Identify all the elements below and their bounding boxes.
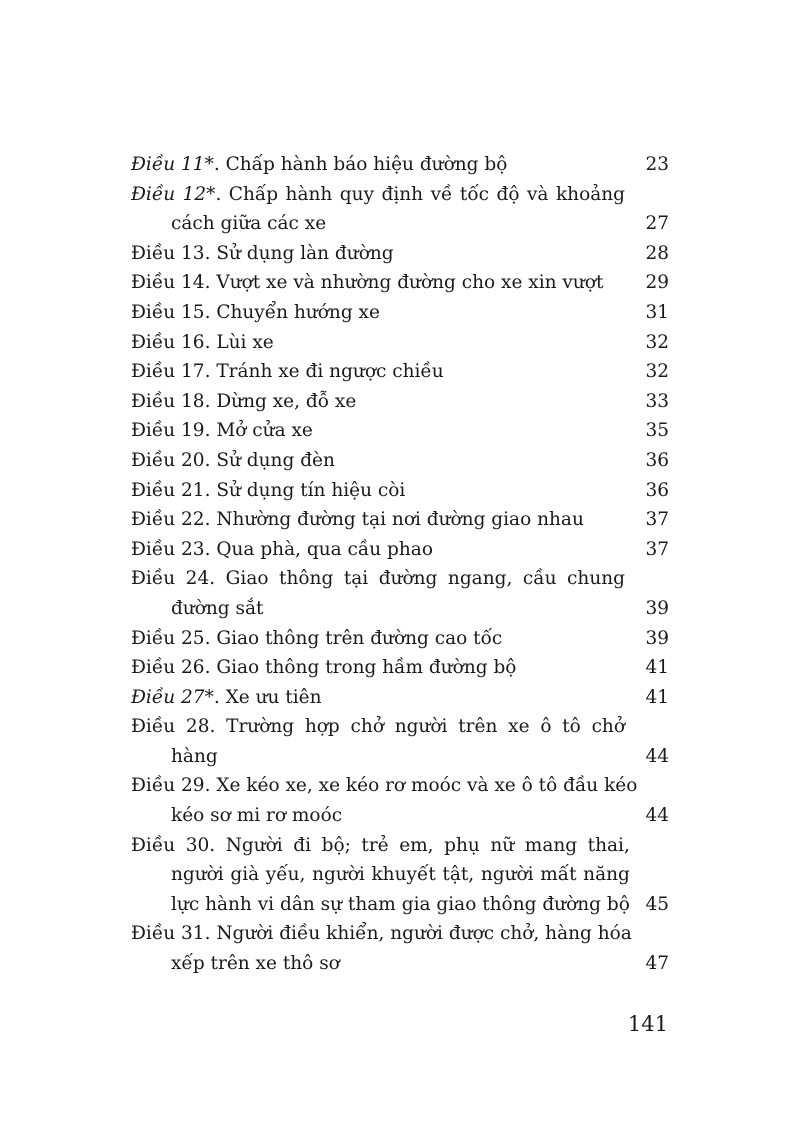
- toc-entry-line: [131, 180, 625, 210]
- toc-entry-text: Điều 24. Giao thông tại đường ngang, cầu chung: [131, 568, 625, 590]
- toc-entry-line: [131, 476, 625, 506]
- toc-entry-page: 32: [645, 331, 669, 353]
- toc-entry-text: Điều 19. Mở cửa xe: [131, 420, 313, 442]
- toc-entry-page: 36: [645, 479, 669, 501]
- toc-entry-line: [131, 860, 630, 890]
- toc-entry-text: Điều 25. Giao thông trên đường cao tốc: [131, 627, 503, 649]
- toc-entry-title: [131, 180, 625, 239]
- toc-entry-text: xếp trên xe thô sơ: [171, 953, 340, 975]
- toc-entry-title: [131, 239, 625, 269]
- toc-entry-text: Điều 22. Nhường đường tại nơi đường giao nhau: [131, 509, 584, 531]
- toc-entry-title: [131, 919, 632, 978]
- toc-entry: [131, 683, 669, 713]
- toc-entry-page: 47: [645, 953, 669, 975]
- toc-entry: [131, 298, 669, 328]
- toc-entry-page: 44: [645, 805, 669, 827]
- toc-entry-text: . Chấp hành báo hiệu đường bộ: [213, 154, 508, 175]
- toc-entry-text: Điều 15. Chuyển hướng xe: [131, 301, 380, 323]
- toc-entry: [131, 239, 669, 269]
- toc-entry-page: 27: [645, 213, 669, 235]
- toc-entry-line: [131, 771, 637, 801]
- toc-entry-text: Điều 13. Sử dụng làn đường: [131, 242, 394, 264]
- toc-entry-line: [131, 564, 625, 594]
- toc-entry-page: 36: [645, 449, 669, 471]
- toc-entry-page: 44: [645, 745, 669, 767]
- toc-entry-text: cách giữa các xe: [171, 213, 327, 235]
- toc-entry-title: [131, 328, 625, 358]
- toc-entry-title: [131, 387, 625, 417]
- toc-entry-text: đường sắt: [171, 597, 264, 619]
- toc-entry: [131, 446, 669, 476]
- toc-entry-line: [131, 446, 625, 476]
- toc-entry-title: [131, 298, 625, 328]
- toc-entry-text: Điều 20. Sử dụng đèn: [131, 449, 335, 471]
- toc-entry-title: [131, 150, 625, 180]
- toc-entry-line: [131, 742, 625, 772]
- toc-entry-page: 37: [645, 538, 669, 560]
- toc-entry-title: [131, 712, 625, 771]
- toc-entry-text: Điều 14. Vượt xe và nhường đường cho xe xin vượt: [131, 272, 604, 294]
- toc-entry-page: 41: [645, 686, 669, 708]
- toc-entry-text: Điều 16. Lùi xe: [131, 331, 274, 353]
- page-number: 141: [627, 1012, 668, 1036]
- toc-entry: [131, 771, 669, 830]
- toc-entry-text: Điều 21. Sử dụng tín hiệu còi: [131, 479, 406, 501]
- toc-entry-line: [131, 150, 625, 180]
- toc-entry-title: [131, 564, 625, 623]
- toc-entry-page: 23: [645, 154, 669, 175]
- toc-entry-line: [131, 683, 625, 713]
- toc-entry-line: [131, 298, 625, 328]
- toc-entry: [131, 476, 669, 506]
- toc-entry-title: [131, 357, 625, 387]
- toc-entry-page: 37: [645, 509, 669, 531]
- toc-entry-title: [131, 771, 637, 830]
- toc-entry-page: 41: [645, 657, 669, 679]
- toc-entry-line: [131, 831, 630, 861]
- toc-entry-line: [131, 357, 625, 387]
- toc-entry-title: [131, 446, 625, 476]
- toc-entry-text: Điều 31. Người điều khiển, người được chở, hàng hóa: [131, 923, 632, 945]
- toc-entry-page: 28: [645, 242, 669, 264]
- toc-entry-label: Điều 12*: [131, 183, 216, 205]
- toc-entry-line: [131, 416, 625, 446]
- toc-entry: [131, 387, 669, 417]
- toc-entry-text: hàng: [171, 745, 218, 767]
- toc-entry: [131, 712, 669, 771]
- toc-entry-title: [131, 831, 630, 920]
- toc-entry: [131, 328, 669, 358]
- toc-entry-text: Điều 26. Giao thông trong hầm đường bộ: [131, 657, 517, 679]
- toc-entry-page: 35: [645, 420, 669, 442]
- toc-entry-page: 39: [645, 597, 669, 619]
- toc-entry-page: 29: [645, 272, 669, 294]
- toc-entry: [131, 831, 669, 920]
- toc-entry-line: [131, 328, 625, 358]
- toc-entry-page: 45: [645, 893, 669, 915]
- toc-entry-text: Điều 30. Người đi bộ; trẻ em, phụ nữ mang thai,: [131, 834, 630, 856]
- toc-entry-text: . Xe ưu tiên: [213, 686, 322, 708]
- toc-entry: [131, 505, 669, 535]
- toc-entry: [131, 268, 669, 298]
- toc-entry-label: Điều 27*: [131, 686, 214, 708]
- toc-entry: [131, 624, 669, 654]
- toc-entry: [131, 653, 669, 683]
- toc-entry: [131, 357, 669, 387]
- toc-entry-line: [131, 624, 625, 654]
- toc-entry-text: Điều 17. Tránh xe đi ngược chiều: [131, 361, 444, 383]
- toc-entry: [131, 150, 669, 180]
- toc-entry-line: [131, 505, 625, 535]
- toc-entry-text: kéo sơ mi rơ moóc: [171, 805, 343, 827]
- toc-entry-page: 33: [645, 390, 669, 412]
- toc-entry-title: [131, 683, 625, 713]
- toc-entry-line: [131, 919, 632, 949]
- toc-entry-page: 39: [645, 627, 669, 649]
- toc-entry: [131, 416, 669, 446]
- toc-entry-line: [131, 712, 625, 742]
- toc-entry-title: [131, 653, 625, 683]
- toc-entry-line: [131, 239, 625, 269]
- toc-entry-page: 32: [645, 361, 669, 383]
- toc-entry-line: [131, 653, 625, 683]
- toc-entry-page: 31: [645, 301, 669, 323]
- toc-entry-text: Điều 29. Xe kéo xe, xe kéo rơ moóc và xe ô tô đầu kéo: [131, 775, 638, 797]
- toc-entry-title: [131, 624, 625, 654]
- toc-entry-title: [131, 268, 625, 298]
- toc-entry-text: Điều 28. Trường hợp chở người trên xe ô tô chở: [131, 716, 625, 738]
- toc-entry-line: [131, 535, 625, 565]
- toc-entry-text: Điều 23. Qua phà, qua cầu phao: [131, 538, 433, 560]
- toc-entry-title: [131, 535, 625, 565]
- toc-entry-line: [131, 890, 630, 920]
- toc-entry-line: [131, 801, 637, 831]
- toc-entry-line: [131, 949, 632, 979]
- table-of-contents: [131, 150, 669, 979]
- toc-entry-title: [131, 505, 625, 535]
- toc-entry-title: [131, 476, 625, 506]
- toc-entry-line: [131, 594, 625, 624]
- toc-entry: [131, 564, 669, 623]
- toc-entry-line: [131, 209, 625, 239]
- toc-entry-text: Điều 18. Dừng xe, đỗ xe: [131, 390, 357, 412]
- toc-entry-label: Điều 11*: [131, 154, 214, 175]
- toc-entry-text: lực hành vi dân sự tham gia giao thông đường bộ: [171, 893, 630, 915]
- toc-entry: [131, 180, 669, 239]
- toc-entry: [131, 919, 669, 978]
- toc-entry-text: . Chấp hành quy định về tốc độ và khoảng: [215, 183, 625, 205]
- toc-entry-title: [131, 416, 625, 446]
- toc-entry: [131, 535, 669, 565]
- toc-entry-line: [131, 268, 625, 298]
- toc-entry-line: [131, 387, 625, 417]
- toc-entry-text: người già yếu, người khuyết tật, người mất năng: [171, 864, 630, 886]
